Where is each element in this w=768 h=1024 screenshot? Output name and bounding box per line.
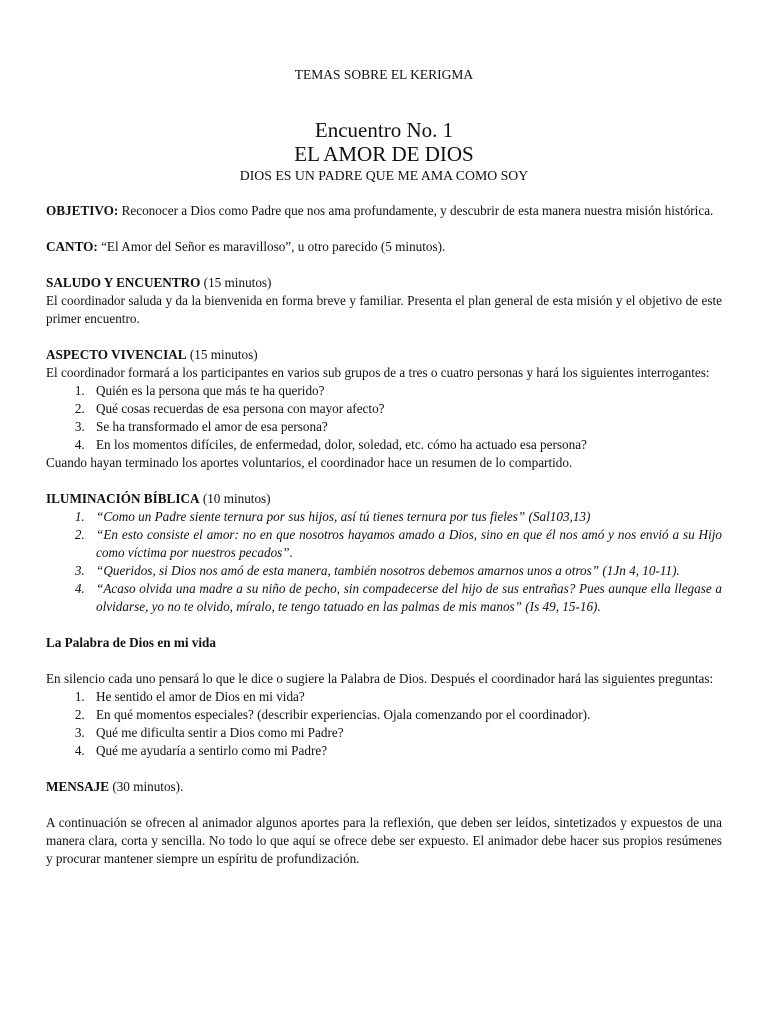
canto-label: CANTO: — [46, 239, 98, 254]
series-title: TEMAS SOBRE EL KERIGMA — [294, 67, 474, 82]
encounter-subtitle: DIOS ES UN PADRE QUE ME AMA COMO SOY — [239, 168, 529, 183]
list-item: 3. “Queridos, si Dios nos amó de esta manera, también nosotros debemos amarnos unos a otros” (1Jn 4, 10-11). — [88, 562, 722, 580]
palabra-section — [46, 634, 722, 760]
mensaje-section — [46, 778, 722, 868]
canto-text: “El Amor del Señor es maravilloso”, u otro parecido (5 minutos). — [97, 239, 446, 254]
list-item: 2. Qué cosas recuerdas de esa persona con mayor afecto? — [88, 400, 722, 418]
vivencial-closing: Cuando hayan terminado los aportes voluntarios, el coordinador hace un resumen de lo compartido. — [46, 455, 573, 470]
encounter-title: EL AMOR DE DIOS — [294, 142, 474, 166]
vivencial-heading: ASPECTO VIVENCIAL — [46, 347, 187, 362]
saludo-text: El coordinador saluda y da la bienvenida en forma breve y familiar. Presenta el plan general de esta misión y el objetivo de este primer encuentro. — [46, 293, 722, 326]
biblical-citations-list — [46, 508, 722, 616]
saludo-duration: (15 minutos) — [200, 275, 272, 290]
canto-section — [46, 238, 722, 256]
vivencial-section — [46, 346, 722, 472]
iluminacion-heading: ILUMINACIÓN BÍBLICA — [46, 491, 200, 506]
list-item: 4. Qué me ayudaría a sentirlo como mi Padre? — [88, 742, 722, 760]
list-item: 2. “En esto consiste el amor: no en que nosotros hayamos amado a Dios, sino en que él nos amó y nos envió a su Hijo como víctima por nuestros pecados”. — [88, 526, 722, 562]
objetivo-text: Reconocer a Dios como Padre que nos ama profundamente, y descubrir de esta manera nuestra misión histórica. — [118, 203, 714, 218]
saludo-section — [46, 274, 722, 328]
mensaje-heading: MENSAJE — [46, 779, 110, 794]
list-item: 3. Se ha transformado el amor de esa persona? — [88, 418, 722, 436]
encounter-header — [46, 118, 722, 185]
mensaje-duration: (30 minutos). — [109, 779, 184, 794]
mensaje-text: A continuación se ofrecen al animador algunos aportes para la reflexión, que deben ser leídos, sintetizados y expuestos de una manera clara, corta y sencilla. No todo lo que aquí se ofrece debe ser expuesto. El animador debe hacer sus propios resúmenes y procurar mantener siempre un espíritu de profundización. — [46, 815, 722, 866]
iluminacion-section — [46, 490, 722, 616]
list-item: 1. He sentido el amor de Dios en mi vida? — [88, 688, 722, 706]
palabra-list — [46, 688, 722, 760]
objetivo-label: OBJETIVO: — [46, 203, 119, 218]
objetivo-section — [46, 202, 722, 220]
list-item: 2. En qué momentos especiales? (describir experiencias. Ojala comenzando por el coordinador). — [88, 706, 722, 724]
iluminacion-duration: (10 minutos) — [199, 491, 271, 506]
vivencial-intro: El coordinador formará a los participantes en varios sub grupos de a tres o cuatro personas y hará los siguientes interrogantes: — [46, 365, 710, 380]
list-item: 3. Qué me dificulta sentir a Dios como mi Padre? — [88, 724, 722, 742]
saludo-heading: SALUDO Y ENCUENTRO — [46, 275, 201, 290]
vivencial-list — [46, 382, 722, 454]
list-item: 1. Quién es la persona que más te ha querido? — [88, 382, 722, 400]
palabra-heading: La Palabra de Dios en mi vida — [46, 635, 216, 650]
list-item: 4. En los momentos difíciles, de enfermedad, dolor, soledad, etc. cómo ha actuado esa persona? — [88, 436, 722, 454]
encounter-number: Encuentro No. 1 — [314, 118, 454, 142]
list-item: 4. “Acaso olvida una madre a su niño de pecho, sin compadecerse del hijo de sus entrañas? Pues aunque ella llegase a olvidarse, yo no te olvido, míralo, te tengo tatuado en las palmas de mis manos” (Is 49, 15-16). — [88, 580, 722, 616]
vivencial-duration: (15 minutos) — [186, 347, 258, 362]
palabra-intro: En silencio cada uno pensará lo que le dice o sugiere la Palabra de Dios. Después el coordinador hará las siguientes preguntas: — [46, 671, 714, 686]
list-item: 1. “Como un Padre siente ternura por sus hijos, así tú tienes ternura por tus fieles” (Sal103,13) — [88, 508, 722, 526]
